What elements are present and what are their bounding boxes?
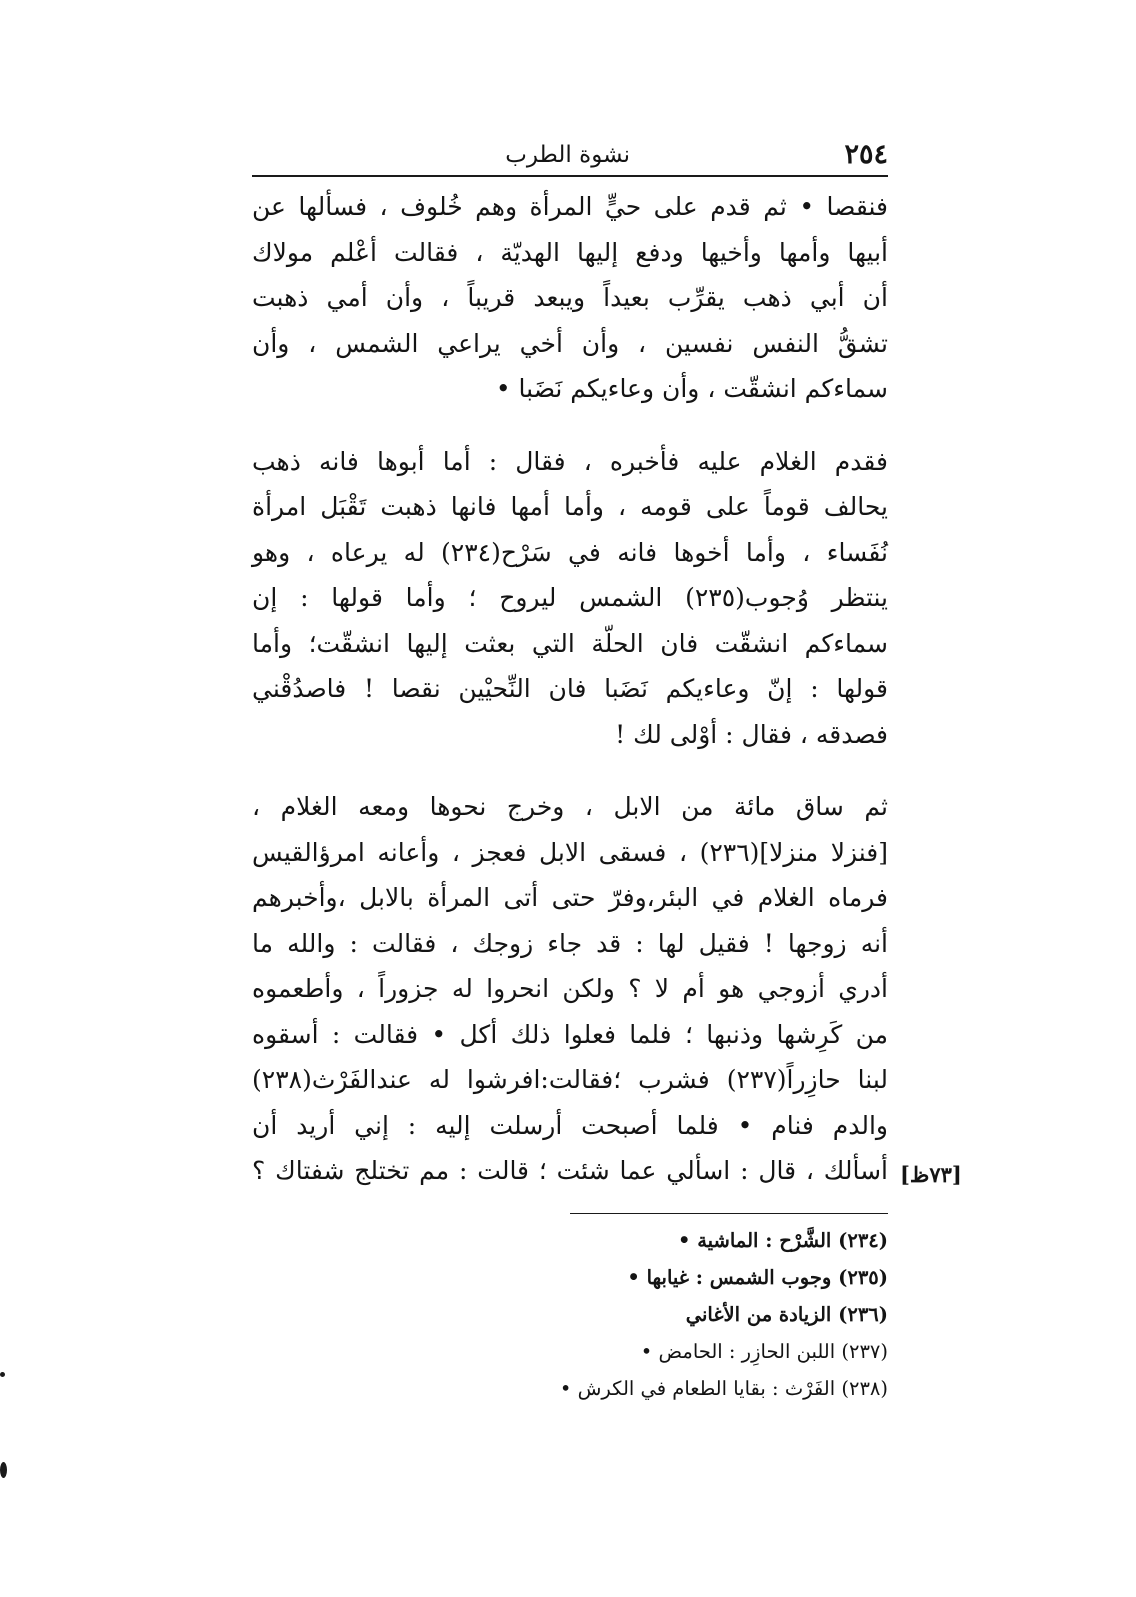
paragraph-gap	[252, 757, 888, 784]
text-line: فرماه الغلام في البئر،وفرّ حتى أتى المرأة بالابل ،وأخبرهم	[252, 883, 888, 912]
text-line: ثم ساق مائة من الابل ، وخرج نحوها ومعه الغلام ،	[252, 792, 888, 821]
text-line: أدري أزوجي هو أم لا ؟ ولكن انحروا له جزوراً ، وأطعموه	[252, 974, 888, 1003]
page-number: ٢٥٤	[844, 139, 888, 170]
text-line: أسألك ، قال : اسألي عما شئت ؛ قالت : مم تختلج شفتاك ؟	[252, 1156, 888, 1185]
text-line: والدم فنام • فلما أصبحت أرسلت إليه : إني أريد أن	[252, 1110, 888, 1140]
text-line: قولها : إنّ وعاءيكم نَضَبا فان النِّحيْين نقصا ! فاصدُقْني	[252, 674, 888, 703]
footnote: (٢٣٦) الزيادة من الأغاني	[685, 1303, 888, 1326]
text-line: سماءكم انشقّت فان الحلّة التي بعثت إليها انشقّت؛ وأما	[252, 628, 888, 658]
text-line: [فنزلا منزلا](٢٣٦) ، فسقى الابل فعجز ، وأعانه امرؤالقيس	[252, 837, 888, 867]
text-line: فصدقه ، فقال : أوْلى لك !	[615, 719, 888, 749]
page-header	[252, 137, 888, 173]
text-line: من كَرِشها وذنبها ؛ فلما فعلوا ذلك أكل • فقالت : أسقوه	[252, 1019, 888, 1049]
text-line: سماءكم انشقّت ، وأن وعاءيكم نَضَبا •	[495, 374, 888, 403]
main-text	[252, 184, 888, 1194]
text-line: فقدم الغلام عليه فأخبره ، فقال : أما أبوها فانه ذهب	[252, 446, 888, 476]
running-title: نشوة الطرب	[505, 142, 630, 168]
text-line: أنه زوجها ! فقيل لها : قد جاء زوجك ، فقالت : والله ما	[252, 928, 888, 958]
text-line: نُفَساء ، وأما أخوها فانه في سَرْح(٢٣٤) له يرعاه ، وهو	[252, 537, 888, 567]
scan-edge-mark	[0, 1372, 5, 1377]
paragraph-gap	[252, 412, 888, 439]
text-line: تشقُّ النفس نفسين ، وأن أخي يراعي الشمس ، وأن	[252, 328, 888, 358]
scan-edge-mark	[0, 1462, 7, 1478]
footnote-rule	[570, 1213, 888, 1214]
text-line: يحالف قوماً على قومه ، وأما أمها فانها ذهبت تَقْبَل امرأة	[252, 492, 888, 521]
text-line: أبيها وأمها وأخيها ودفع إليها الهديّة ، فقالت أعْلم مولاك	[252, 237, 888, 267]
footnote: (٢٣٤) الشَّرْح : الماشية •	[677, 1229, 888, 1252]
text-line: فنقصا • ثم قدم على حيٍّ المرأة وهم خُلوف ، فسألها عن	[252, 192, 888, 221]
footnotes	[252, 1222, 888, 1407]
manuscript-folio-note: [٧٣ظ]	[900, 1162, 962, 1187]
text-line: أن أبي ذهب يقرِّب بعيداً ويبعد قريباً ، وأن أمي ذهبت	[252, 283, 888, 312]
footnote: (٢٣٧) اللبن الحازِر : الحامض •	[640, 1340, 888, 1363]
text-line: ينتظر وُجوب(٢٣٥) الشمس ليروح ؛ وأما قولها : إن	[252, 583, 889, 612]
footnote: (٢٣٨) الفَرْث : بقايا الطعام في الكرش •	[559, 1377, 888, 1400]
footnote: (٢٣٥) وجوب الشمس : غيابها •	[627, 1266, 888, 1289]
text-line: لبنا حازِراً(٢٣٧) فشرب ؛فقالت:افرشوا له عندالفَرْث(٢٣٨)	[252, 1065, 888, 1094]
header-rule	[252, 175, 888, 177]
